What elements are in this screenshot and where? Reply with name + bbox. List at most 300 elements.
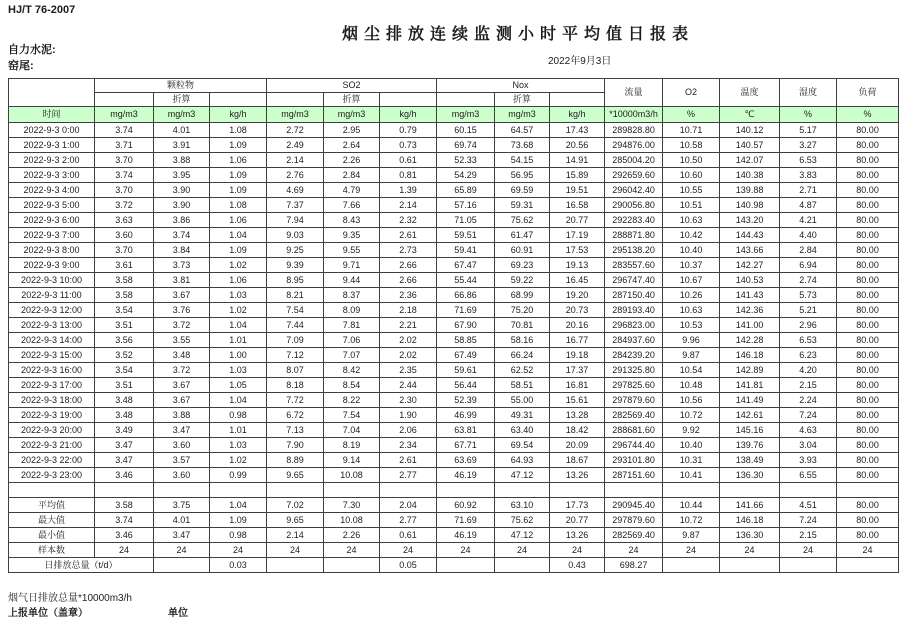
daily-total-cell: 0.43 (550, 558, 605, 573)
value-cell: 59.51 (437, 228, 495, 243)
value-cell: 142.89 (720, 363, 780, 378)
daily-total-cell: 698.27 (605, 558, 663, 573)
value-cell: 56.95 (495, 168, 550, 183)
table-row (9, 198, 899, 213)
summary-value-cell: 3.46 (95, 528, 154, 543)
value-cell: 3.63 (95, 213, 154, 228)
value-cell: 2.32 (380, 213, 437, 228)
value-cell: 2.76 (267, 168, 324, 183)
value-cell: 141.81 (720, 378, 780, 393)
value-cell: 66.24 (495, 348, 550, 363)
value-cell: 2.49 (267, 138, 324, 153)
unit-cell: kg/h (380, 107, 437, 123)
value-cell: 1.06 (210, 273, 267, 288)
value-cell: 80.00 (837, 318, 899, 333)
value-cell: 3.57 (154, 453, 210, 468)
report-unit-label: 上报单位（盖章） (8, 608, 88, 619)
value-cell: 7.54 (324, 408, 380, 423)
value-cell: 71.05 (437, 213, 495, 228)
value-cell: 3.47 (154, 423, 210, 438)
summary-value-cell: 3.58 (95, 498, 154, 513)
summary-value-cell: 10.08 (324, 513, 380, 528)
value-cell: 80.00 (837, 258, 899, 273)
time-cell: 2022-9-3 22:00 (9, 453, 95, 468)
value-cell: 59.31 (495, 198, 550, 213)
col-o2: O2 (663, 79, 720, 107)
value-cell: 292659.60 (605, 168, 663, 183)
value-cell: 1.04 (210, 318, 267, 333)
value-cell: 3.60 (154, 438, 210, 453)
value-cell: 285004.20 (605, 153, 663, 168)
value-cell: 2.61 (380, 453, 437, 468)
value-cell: 7.06 (324, 333, 380, 348)
value-cell: 7.54 (267, 303, 324, 318)
value-cell: 142.27 (720, 258, 780, 273)
time-cell: 2022-9-3 21:00 (9, 438, 95, 453)
value-cell: 10.31 (663, 453, 720, 468)
value-cell: 75.62 (495, 213, 550, 228)
summary-value-cell: 9.65 (267, 513, 324, 528)
empty-cell (437, 93, 495, 107)
value-cell: 0.79 (380, 123, 437, 138)
value-cell: 20.73 (550, 303, 605, 318)
time-cell: 2022-9-3 5:00 (9, 198, 95, 213)
value-cell: 8.19 (324, 438, 380, 453)
value-cell: 80.00 (837, 363, 899, 378)
value-cell: 61.47 (495, 228, 550, 243)
value-cell: 59.22 (495, 273, 550, 288)
value-cell: 3.60 (95, 228, 154, 243)
company-label: 自力水泥: (8, 44, 56, 56)
value-cell: 80.00 (837, 153, 899, 168)
table-row (9, 438, 899, 453)
time-cell: 2022-9-3 1:00 (9, 138, 95, 153)
table-row (9, 378, 899, 393)
daily-total-row (9, 558, 899, 573)
col-humidity: 湿度 (780, 79, 837, 107)
value-cell: 2.71 (780, 183, 837, 198)
value-cell: 297879.60 (605, 393, 663, 408)
value-cell: 3.61 (95, 258, 154, 273)
value-cell: 3.83 (780, 168, 837, 183)
summary-value-cell: 4.01 (154, 513, 210, 528)
daily-total-cell (663, 558, 720, 573)
converted-label: 折算 (324, 93, 380, 107)
value-cell: 19.13 (550, 258, 605, 273)
value-cell: 2.96 (780, 318, 837, 333)
value-cell: 142.36 (720, 303, 780, 318)
value-cell: 58.16 (495, 333, 550, 348)
table-row (9, 363, 899, 378)
value-cell: 3.58 (95, 288, 154, 303)
time-cell: 2022-9-3 0:00 (9, 123, 95, 138)
value-cell: 1.08 (210, 123, 267, 138)
value-cell: 7.90 (267, 438, 324, 453)
value-cell: 17.37 (550, 363, 605, 378)
table-row (9, 138, 899, 153)
value-cell: 6.53 (780, 153, 837, 168)
daily-total-cell (495, 558, 550, 573)
summary-value-cell: 3.75 (154, 498, 210, 513)
time-cell: 2022-9-3 19:00 (9, 408, 95, 423)
value-cell: 288871.80 (605, 228, 663, 243)
value-cell: 2.30 (380, 393, 437, 408)
value-cell: 80.00 (837, 348, 899, 363)
summary-label: 最小值 (9, 528, 95, 543)
value-cell: 66.86 (437, 288, 495, 303)
value-cell: 1.06 (210, 213, 267, 228)
summary-value-cell: 80.00 (837, 498, 899, 513)
summary-value-cell: 13.26 (550, 528, 605, 543)
value-cell: 80.00 (837, 333, 899, 348)
table-row (9, 228, 899, 243)
value-cell: 2.95 (324, 123, 380, 138)
header-units-row (9, 107, 899, 123)
table-row (9, 303, 899, 318)
time-cell: 2022-9-3 18:00 (9, 393, 95, 408)
value-cell: 13.26 (550, 468, 605, 483)
value-cell: 20.16 (550, 318, 605, 333)
value-cell: 3.47 (95, 453, 154, 468)
value-cell: 140.12 (720, 123, 780, 138)
converted-label: 折算 (495, 93, 550, 107)
value-cell: 10.08 (324, 468, 380, 483)
value-cell: 16.45 (550, 273, 605, 288)
summary-value-cell: 47.12 (495, 528, 550, 543)
value-cell: 3.70 (95, 243, 154, 258)
empty-cell (605, 483, 663, 498)
value-cell: 8.09 (324, 303, 380, 318)
value-cell: 3.48 (154, 348, 210, 363)
value-cell: 142.61 (720, 408, 780, 423)
value-cell: 294876.00 (605, 138, 663, 153)
table-row (9, 423, 899, 438)
value-cell: 63.81 (437, 423, 495, 438)
value-cell: 80.00 (837, 213, 899, 228)
time-cell: 2022-9-3 13:00 (9, 318, 95, 333)
summary-row (9, 543, 899, 558)
empty-cell (9, 483, 95, 498)
value-cell: 8.95 (267, 273, 324, 288)
value-cell: 138.49 (720, 453, 780, 468)
value-cell: 7.09 (267, 333, 324, 348)
value-cell: 10.56 (663, 393, 720, 408)
value-cell: 282569.40 (605, 408, 663, 423)
value-cell: 3.76 (154, 303, 210, 318)
header-group-row (9, 79, 899, 93)
value-cell: 2.26 (324, 153, 380, 168)
value-cell: 8.37 (324, 288, 380, 303)
value-cell: 296747.40 (605, 273, 663, 288)
value-cell: 80.00 (837, 198, 899, 213)
value-cell: 9.96 (663, 333, 720, 348)
value-cell: 19.51 (550, 183, 605, 198)
value-cell: 80.00 (837, 228, 899, 243)
value-cell: 1.04 (210, 393, 267, 408)
summary-value-cell: 10.72 (663, 513, 720, 528)
value-cell: 2.18 (380, 303, 437, 318)
value-cell: 2.21 (380, 318, 437, 333)
value-cell: 2.34 (380, 438, 437, 453)
value-cell: 3.54 (95, 363, 154, 378)
value-cell: 67.71 (437, 438, 495, 453)
empty-cell (550, 483, 605, 498)
time-cell: 2022-9-3 7:00 (9, 228, 95, 243)
value-cell: 7.04 (324, 423, 380, 438)
value-cell: 9.71 (324, 258, 380, 273)
value-cell: 54.29 (437, 168, 495, 183)
value-cell: 80.00 (837, 303, 899, 318)
unit-cell: % (663, 107, 720, 123)
empty-cell (663, 483, 720, 498)
value-cell: 3.74 (95, 123, 154, 138)
summary-value-cell: 24 (837, 543, 899, 558)
value-cell: 3.46 (95, 468, 154, 483)
table-row (9, 393, 899, 408)
value-cell: 10.48 (663, 378, 720, 393)
value-cell: 18.42 (550, 423, 605, 438)
value-cell: 3.60 (154, 468, 210, 483)
value-cell: 8.54 (324, 378, 380, 393)
value-cell: 58.51 (495, 378, 550, 393)
table-row (9, 288, 899, 303)
value-cell: 46.19 (437, 468, 495, 483)
empty-cell (154, 483, 210, 498)
value-cell: 3.67 (154, 288, 210, 303)
table-row (9, 168, 899, 183)
col-flow: 流量 (605, 79, 663, 107)
value-cell: 3.72 (154, 318, 210, 333)
value-cell: 80.00 (837, 243, 899, 258)
value-cell: 10.72 (663, 408, 720, 423)
value-cell: 3.93 (780, 453, 837, 468)
empty-cell (437, 483, 495, 498)
value-cell: 16.77 (550, 333, 605, 348)
unit-cell: mg/m3 (437, 107, 495, 123)
page-title: 烟尘排放连续监测小时平均值日报表 (342, 26, 695, 43)
summary-value-cell: 24 (437, 543, 495, 558)
unit-cell: % (780, 107, 837, 123)
summary-value-cell: 24 (154, 543, 210, 558)
value-cell: 142.28 (720, 333, 780, 348)
value-cell: 20.77 (550, 213, 605, 228)
value-cell: 9.44 (324, 273, 380, 288)
value-cell: 4.20 (780, 363, 837, 378)
value-cell: 10.37 (663, 258, 720, 273)
daily-total-cell (267, 558, 324, 573)
value-cell: 3.67 (154, 378, 210, 393)
value-cell: 10.67 (663, 273, 720, 288)
value-cell: 136.30 (720, 468, 780, 483)
value-cell: 4.40 (780, 228, 837, 243)
value-cell: 2.44 (380, 378, 437, 393)
value-cell: 9.55 (324, 243, 380, 258)
value-cell: 80.00 (837, 288, 899, 303)
value-cell: 3.95 (154, 168, 210, 183)
time-cell: 2022-9-3 14:00 (9, 333, 95, 348)
value-cell: 3.51 (95, 378, 154, 393)
col-temperature: 温度 (720, 79, 780, 107)
value-cell: 3.70 (95, 183, 154, 198)
table-row (9, 333, 899, 348)
time-header: 时间 (9, 107, 95, 123)
value-cell: 1.03 (210, 288, 267, 303)
value-cell: 56.44 (437, 378, 495, 393)
value-cell: 143.20 (720, 213, 780, 228)
value-cell: 9.35 (324, 228, 380, 243)
value-cell: 63.40 (495, 423, 550, 438)
value-cell: 3.90 (154, 183, 210, 198)
table-row (9, 243, 899, 258)
value-cell: 16.58 (550, 198, 605, 213)
value-cell: 67.47 (437, 258, 495, 273)
location-label: 窑尾: (8, 60, 34, 72)
value-cell: 7.94 (267, 213, 324, 228)
value-cell: 4.87 (780, 198, 837, 213)
value-cell: 69.54 (495, 438, 550, 453)
value-cell: 10.41 (663, 468, 720, 483)
value-cell: 1.01 (210, 333, 267, 348)
value-cell: 1.01 (210, 423, 267, 438)
time-cell: 2022-9-3 8:00 (9, 243, 95, 258)
doc-code: HJ/T 76-2007 (8, 4, 76, 16)
daily-total-cell (437, 558, 495, 573)
summary-value-cell: 297879.60 (605, 513, 663, 528)
daily-total-cell: 0.03 (210, 558, 267, 573)
value-cell: 17.43 (550, 123, 605, 138)
value-cell: 15.89 (550, 168, 605, 183)
table-row (9, 153, 899, 168)
summary-value-cell: 1.09 (210, 513, 267, 528)
value-cell: 69.74 (437, 138, 495, 153)
value-cell: 2.72 (267, 123, 324, 138)
value-cell: 20.56 (550, 138, 605, 153)
summary-value-cell: 290945.40 (605, 498, 663, 513)
daily-total-label: 日排放总量（t/d） (9, 558, 154, 573)
empty-cell (95, 93, 154, 107)
value-cell: 75.20 (495, 303, 550, 318)
value-cell: 80.00 (837, 123, 899, 138)
summary-value-cell: 63.10 (495, 498, 550, 513)
value-cell: 140.57 (720, 138, 780, 153)
value-cell: 2.24 (780, 393, 837, 408)
summary-value-cell: 1.04 (210, 498, 267, 513)
value-cell: 3.04 (780, 438, 837, 453)
value-cell: 284239.20 (605, 348, 663, 363)
value-cell: 19.20 (550, 288, 605, 303)
summary-value-cell: 7.02 (267, 498, 324, 513)
value-cell: 9.03 (267, 228, 324, 243)
summary-value-cell: 17.73 (550, 498, 605, 513)
summary-value-cell: 0.98 (210, 528, 267, 543)
value-cell: 52.39 (437, 393, 495, 408)
value-cell: 288681.60 (605, 423, 663, 438)
value-cell: 1.08 (210, 198, 267, 213)
summary-value-cell: 24 (380, 543, 437, 558)
value-cell: 7.13 (267, 423, 324, 438)
unit-cell: % (837, 107, 899, 123)
empty-cell (210, 483, 267, 498)
value-cell: 18.67 (550, 453, 605, 468)
summary-value-cell: 146.18 (720, 513, 780, 528)
summary-value-cell: 24 (663, 543, 720, 558)
value-cell: 3.72 (154, 363, 210, 378)
value-cell: 140.98 (720, 198, 780, 213)
summary-row (9, 528, 899, 543)
value-cell: 62.52 (495, 363, 550, 378)
table-row (9, 318, 899, 333)
value-cell: 10.53 (663, 318, 720, 333)
value-cell: 1.90 (380, 408, 437, 423)
value-cell: 2.36 (380, 288, 437, 303)
value-cell: 144.43 (720, 228, 780, 243)
empty-cell (324, 483, 380, 498)
value-cell: 292283.40 (605, 213, 663, 228)
value-cell: 139.76 (720, 438, 780, 453)
value-cell: 1.02 (210, 258, 267, 273)
summary-value-cell: 4.51 (780, 498, 837, 513)
value-cell: 3.47 (95, 438, 154, 453)
value-cell: 67.90 (437, 318, 495, 333)
value-cell: 3.86 (154, 213, 210, 228)
value-cell: 1.06 (210, 153, 267, 168)
value-cell: 63.69 (437, 453, 495, 468)
flow-total-note: 烟气日排放总量*10000m3/h (8, 593, 132, 604)
time-cell: 2022-9-3 4:00 (9, 183, 95, 198)
value-cell: 140.53 (720, 273, 780, 288)
col-load: 负荷 (837, 79, 899, 107)
value-cell: 8.07 (267, 363, 324, 378)
value-cell: 64.93 (495, 453, 550, 468)
value-cell: 10.54 (663, 363, 720, 378)
unit-cell: kg/h (210, 107, 267, 123)
summary-value-cell: 24 (780, 543, 837, 558)
value-cell: 7.81 (324, 318, 380, 333)
value-cell: 8.89 (267, 453, 324, 468)
summary-value-cell: 75.62 (495, 513, 550, 528)
group-so2: SO2 (267, 79, 437, 93)
summary-value-cell: 24 (267, 543, 324, 558)
value-cell: 2.14 (267, 153, 324, 168)
summary-value-cell: 24 (605, 543, 663, 558)
value-cell: 1.09 (210, 138, 267, 153)
summary-label: 样本数 (9, 543, 95, 558)
value-cell: 7.44 (267, 318, 324, 333)
empty-cell (837, 483, 899, 498)
value-cell: 3.70 (95, 153, 154, 168)
value-cell: 2.73 (380, 243, 437, 258)
value-cell: 3.81 (154, 273, 210, 288)
value-cell: 1.03 (210, 438, 267, 453)
value-cell: 59.61 (437, 363, 495, 378)
summary-value-cell: 2.15 (780, 528, 837, 543)
summary-label: 平均值 (9, 498, 95, 513)
value-cell: 80.00 (837, 378, 899, 393)
value-cell: 54.15 (495, 153, 550, 168)
value-cell: 284937.60 (605, 333, 663, 348)
value-cell: 46.99 (437, 408, 495, 423)
summary-value-cell: 24 (210, 543, 267, 558)
value-cell: 2.35 (380, 363, 437, 378)
value-cell: 3.27 (780, 138, 837, 153)
value-cell: 3.91 (154, 138, 210, 153)
time-cell: 2022-9-3 11:00 (9, 288, 95, 303)
report-date: 2022年9月3日 (548, 56, 612, 67)
value-cell: 1.02 (210, 303, 267, 318)
value-cell: 80.00 (837, 273, 899, 288)
table-row (9, 408, 899, 423)
value-cell: 140.38 (720, 168, 780, 183)
